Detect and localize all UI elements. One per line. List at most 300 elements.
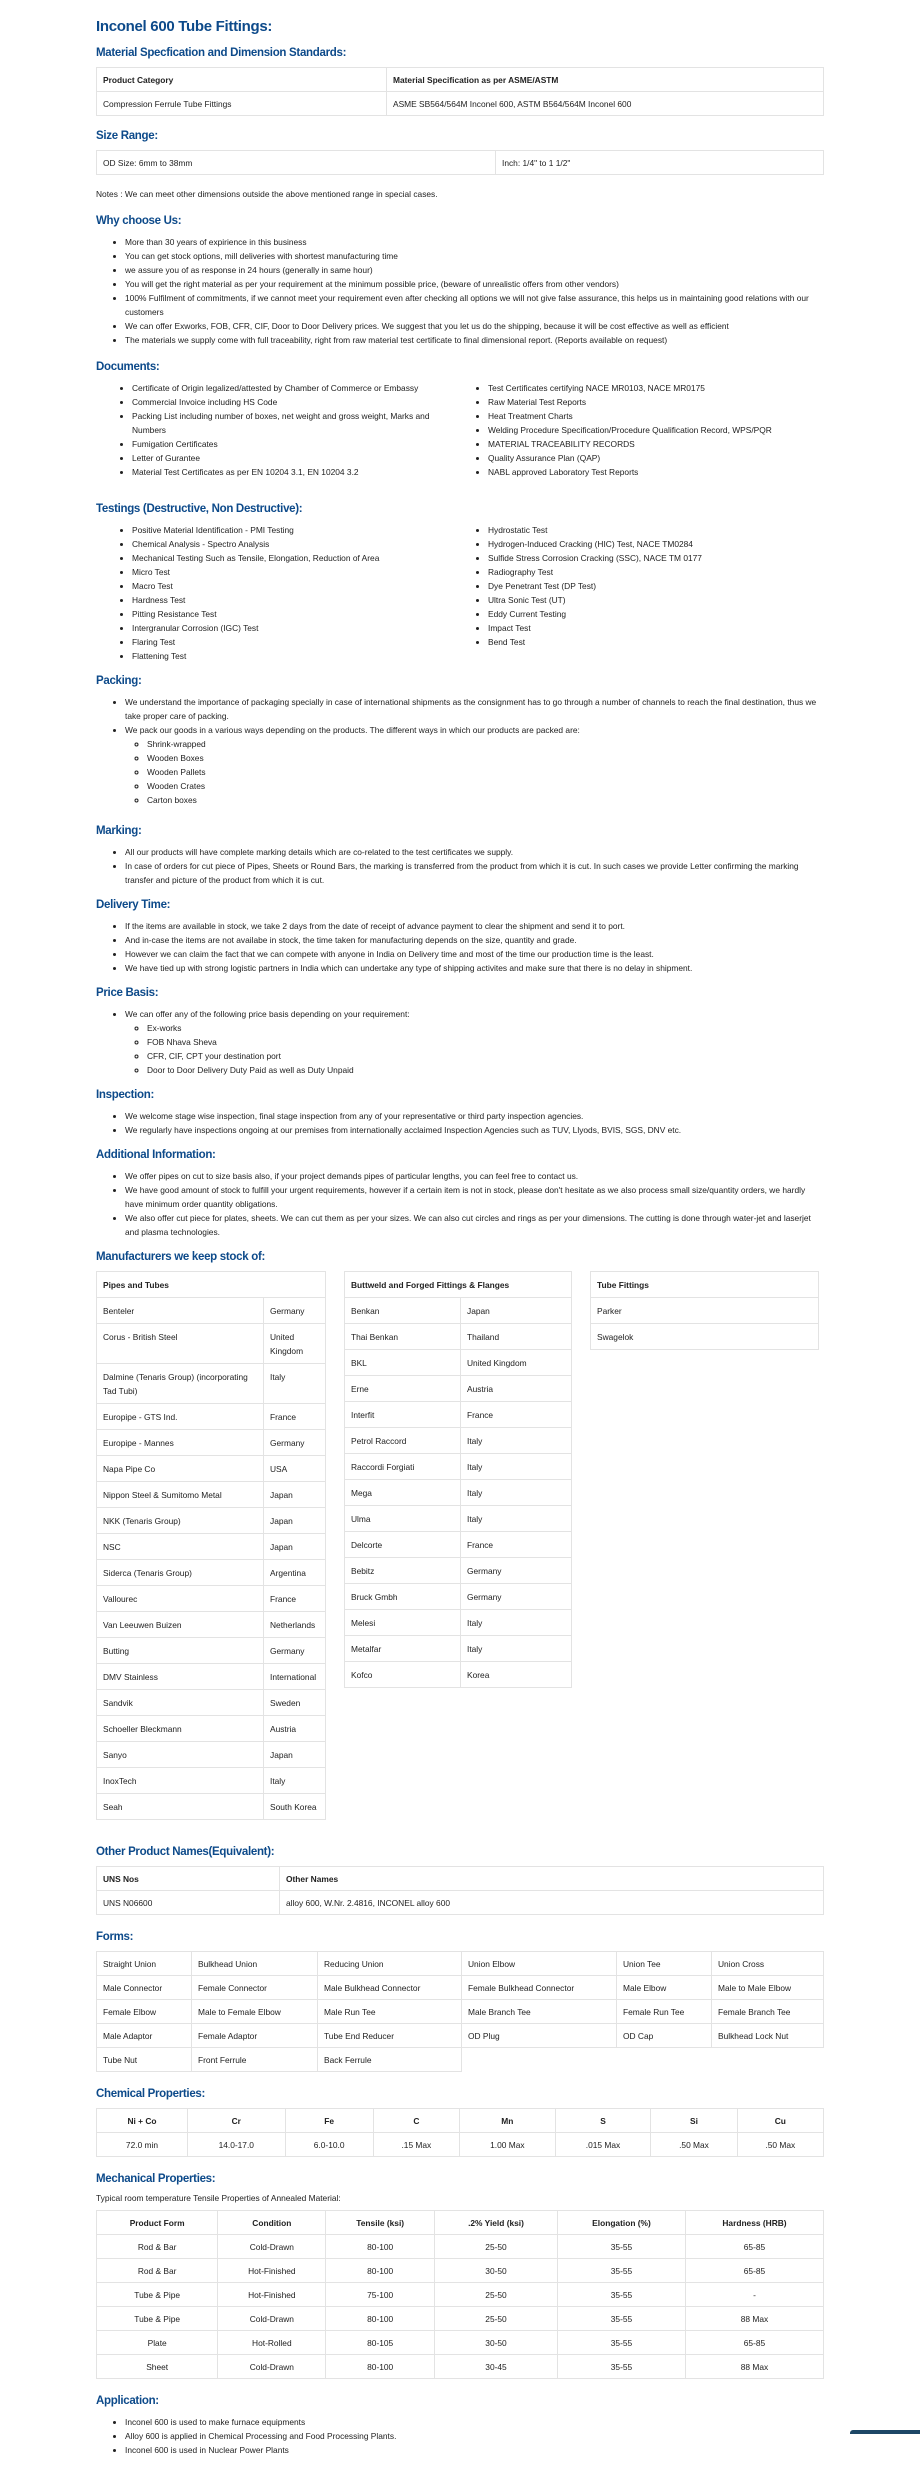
manufacturer-name-cell: Kofco (345, 1662, 461, 1688)
country-cell: France (461, 1402, 572, 1428)
page-title: Inconel 600 Tube Fittings: (96, 18, 273, 35)
list-item: • Inconel 600 is used in Nuclear Power Plants (125, 2443, 824, 2457)
table-cell: Rod & Bar (97, 2235, 218, 2259)
table-cell: .50 Max (651, 2133, 737, 2157)
form-cell: Male Bulkhead Connector (318, 1976, 462, 2000)
form-cell: Back Ferrule (318, 2048, 462, 2072)
table-row (97, 1560, 326, 1586)
table-header-cell: Product Form (97, 2211, 218, 2235)
page-content (96, 18, 824, 2469)
forms-heading: Forms: (96, 1931, 134, 1943)
delivery-heading: Delivery Time: (96, 899, 171, 911)
table-cell: Hot-Rolled (218, 2331, 326, 2355)
country-cell: France (264, 1586, 326, 1612)
table-cell: 35-55 (558, 2283, 686, 2307)
table-cell: Tube & Pipe (97, 2283, 218, 2307)
manufacturer-name-cell: Siderca (Tenaris Group) (97, 1560, 264, 1586)
country-cell: Argentina (264, 1560, 326, 1586)
testings-list-right (460, 523, 824, 663)
table-cell: Hot-Finished (218, 2283, 326, 2307)
table-header-cell: C (373, 2109, 459, 2133)
list-item: • We can offer Exworks, FOB, CFR, CIF, Door to Door Delivery prices. We suggest that you let us do the shipping, because it will be cost effective as well as efficient (125, 319, 824, 333)
table-row (97, 1364, 326, 1404)
country-cell: Italy (461, 1610, 572, 1636)
table-row (345, 1350, 572, 1376)
list-item: ◦ Wooden Crates (147, 779, 824, 793)
table-row (97, 1768, 326, 1794)
price-basis-sub-list (125, 1021, 824, 1077)
table-header-cell: Buttweld and Forged Fittings & Flanges (345, 1272, 572, 1298)
table-header-row (97, 1272, 326, 1298)
country-cell: Sweden (264, 1690, 326, 1716)
packing-list (96, 695, 824, 807)
list-item: • we assure you of as response in 24 hours (generally in same hour) (125, 263, 824, 277)
list-item: • Mechanical Testing Such as Tensile, Elongation, Reduction of Area (132, 551, 460, 565)
material-spec-section (96, 47, 824, 116)
marking-heading: Marking: (96, 825, 142, 837)
table-row (97, 1690, 326, 1716)
table-row (97, 1794, 326, 1820)
packing-sub-list (125, 737, 824, 807)
table-row (97, 151, 824, 175)
country-cell: Austria (264, 1716, 326, 1742)
forms-table (96, 1951, 824, 2072)
additional-info-list (96, 1169, 824, 1239)
table-row (345, 1610, 572, 1636)
table-row (345, 1558, 572, 1584)
table-row (97, 1534, 326, 1560)
manufacturer-name-cell: Vallourec (97, 1586, 264, 1612)
country-cell: Germany (461, 1558, 572, 1584)
table-header-row (97, 2211, 824, 2235)
table-cell: 65-85 (685, 2235, 823, 2259)
table-row (97, 2283, 824, 2307)
mechanical-subtitle: Typical room temperature Tensile Properties of Annealed Material: (96, 2193, 341, 2203)
mechanical-heading: Mechanical Properties: (96, 2173, 216, 2185)
table-row (97, 2307, 824, 2331)
list-item: • More than 30 years of expirience in this business (125, 235, 824, 249)
list-item: • Impact Test (488, 621, 824, 635)
country-cell: Thailand (461, 1324, 572, 1350)
list-item: • We have tied up with strong logistic partners in India which can undertake any type of shipping activites and make sure that there is no delay in shipment. (125, 961, 824, 975)
table-cell: alloy 600, W.Nr. 2.4816, INCONEL alloy 600 (280, 1891, 824, 1915)
size-range-table (96, 150, 824, 175)
table-row (345, 1324, 572, 1350)
packing-heading: Packing: (96, 675, 142, 687)
table-cell: 80-105 (326, 2331, 435, 2355)
table-cell: 30-50 (434, 2331, 557, 2355)
list-item: • Radiography Test (488, 565, 824, 579)
table-row (345, 1480, 572, 1506)
scroll-to-top-button[interactable] (850, 2430, 920, 2434)
list-item: • Positive Material Identification - PMI Testing (132, 523, 460, 537)
country-cell: Japan (264, 1534, 326, 1560)
chemical-properties-table (96, 2108, 824, 2157)
documents-heading: Documents: (96, 361, 160, 373)
table-row (345, 1636, 572, 1662)
other-names-table (96, 1866, 824, 1915)
table-header-row (591, 1272, 819, 1298)
table-cell: 80-100 (326, 2235, 435, 2259)
manufacturer-name-cell: Nippon Steel & Sumitomo Metal (97, 1482, 264, 1508)
list-item: • You will get the right material as per your requirement at the minimum possible price, (beware of unrealistic offers from other vendors) (125, 277, 824, 291)
table-cell: Rod & Bar (97, 2259, 218, 2283)
pipes-tubes-table (96, 1271, 326, 1820)
manufacturer-name-cell: BKL (345, 1350, 461, 1376)
form-cell: Straight Union (97, 1952, 192, 1976)
notes-text: Notes : We can meet other dimensions outside the above mentioned range in special cases. (96, 189, 438, 199)
country-cell: Italy (264, 1364, 326, 1404)
country-cell: Germany (264, 1430, 326, 1456)
form-cell: OD Plug (462, 2024, 617, 2048)
table-header-cell: .2% Yield (ksi) (434, 2211, 557, 2235)
list-item-text: We pack our goods in a various ways depending on the products. The different ways in which our products are packed are: (125, 725, 580, 735)
table-cell: 25-50 (434, 2235, 557, 2259)
form-cell: Male Elbow (617, 1976, 712, 2000)
country-cell: Netherlands (264, 1612, 326, 1638)
manufacturer-name-cell: Raccordi Forgiati (345, 1454, 461, 1480)
table-cell: 80-100 (326, 2307, 435, 2331)
table-row (97, 1430, 326, 1456)
table-header-row (97, 68, 824, 92)
country-cell: Italy (264, 1768, 326, 1794)
table-row (97, 1952, 824, 1976)
list-item: • We understand the importance of packaging specially in case of international shipments as the consignment has to go through a number of channels to reach the final destination, thus we take proper care of packing. (125, 695, 824, 723)
form-cell: Female Connector (192, 1976, 318, 2000)
manufacturer-name-cell: Swagelok (591, 1324, 819, 1350)
list-item: • Hardness Test (132, 593, 460, 607)
table-row (97, 1404, 326, 1430)
country-cell: USA (264, 1456, 326, 1482)
form-cell: Male Run Tee (318, 2000, 462, 2024)
manufacturer-name-cell: InoxTech (97, 1768, 264, 1794)
table-cell: 6.0-10.0 (285, 2133, 373, 2157)
table-header-cell: Mn (460, 2109, 556, 2133)
marking-list (96, 845, 824, 887)
list-item: • Macro Test (132, 579, 460, 593)
table-header-cell: Tensile (ksi) (326, 2211, 435, 2235)
other-names-heading: Other Product Names(Equivalent): (96, 1846, 275, 1858)
form-cell: Bulkhead Lock Nut (712, 2024, 824, 2048)
manufacturer-name-cell: Parker (591, 1298, 819, 1324)
form-cell: Union Tee (617, 1952, 712, 1976)
list-item: • If the items are available in stock, we take 2 days from the date of receipt of advance payment to clear the shipment and send it to port. (125, 919, 824, 933)
table-row (345, 1454, 572, 1480)
list-item: • Chemical Analysis - Spectro Analysis (132, 537, 460, 551)
table-header-row (97, 2109, 824, 2133)
table-header-cell: Other Names (280, 1867, 824, 1891)
table-row (345, 1584, 572, 1610)
table-row (97, 2235, 824, 2259)
manufacturer-name-cell: Erne (345, 1376, 461, 1402)
manufacturer-name-cell: Petrol Raccord (345, 1428, 461, 1454)
country-cell: Italy (461, 1636, 572, 1662)
table-cell: 65-85 (685, 2331, 823, 2355)
material-spec-heading: Material Specfication and Dimension Standards: (96, 47, 347, 59)
country-cell: Italy (461, 1428, 572, 1454)
form-cell: Tube Nut (97, 2048, 192, 2072)
list-item (125, 1007, 824, 1077)
size-range-heading: Size Range: (96, 130, 158, 142)
table-cell: Cold-Drawn (218, 2235, 326, 2259)
manufacturer-name-cell: Van Leeuwen Buizen (97, 1612, 264, 1638)
form-cell: Female Adaptor (192, 2024, 318, 2048)
table-header-cell: Fe (285, 2109, 373, 2133)
table-row (97, 1664, 326, 1690)
table-row (97, 1298, 326, 1324)
form-cell: Female Bulkhead Connector (462, 1976, 617, 2000)
application-heading: Application: (96, 2395, 159, 2407)
inch-size-cell: Inch: 1/4" to 1 1/2" (496, 151, 824, 175)
table-header-cell: Elongation (%) (558, 2211, 686, 2235)
list-item: • Heat Treatment Charts (488, 409, 824, 423)
list-item: ◦ Carton boxes (147, 793, 824, 807)
table-row (97, 2024, 824, 2048)
manufacturer-name-cell: Europipe - GTS Ind. (97, 1404, 264, 1430)
list-item: ◦ Shrink-wrapped (147, 737, 824, 751)
application-list (96, 2415, 824, 2457)
list-item: • Alloy 600 is applied in Chemical Processing and Food Processing Plants. (125, 2429, 824, 2443)
manufacturer-name-cell: Interfit (345, 1402, 461, 1428)
country-cell: United Kingdom (264, 1324, 326, 1364)
tube-fittings-table (590, 1271, 819, 1350)
list-item: • MATERIAL TRACEABILITY RECORDS (488, 437, 824, 451)
manufacturer-name-cell: NKK (Tenaris Group) (97, 1508, 264, 1534)
list-item: • All our products will have complete marking details which are co-related to the test certificates we supply. (125, 845, 824, 859)
table-cell: 1.00 Max (460, 2133, 556, 2157)
table-row (97, 1508, 326, 1534)
table-cell: 88 Max (685, 2307, 823, 2331)
form-cell: Reducing Union (318, 1952, 462, 1976)
manufacturer-name-cell: NSC (97, 1534, 264, 1560)
table-cell: 80-100 (326, 2259, 435, 2283)
list-item: • Micro Test (132, 565, 460, 579)
manufacturer-name-cell: DMV Stainless (97, 1664, 264, 1690)
table-row (97, 1612, 326, 1638)
manufacturer-name-cell: Melesi (345, 1610, 461, 1636)
manufacturer-name-cell: Dalmine (Tenaris Group) (incorporating Tad Tubi) (97, 1364, 264, 1404)
documents-list-right (460, 381, 824, 479)
list-item: • Inconel 600 is used to make furnace equipments (125, 2415, 824, 2429)
list-item: • We welcome stage wise inspection, final stage inspection from any of your representative or third party inspection agencies. (125, 1109, 824, 1123)
table-cell: .50 Max (737, 2133, 823, 2157)
form-cell: OD Cap (617, 2024, 712, 2048)
od-size-cell: OD Size: 6mm to 38mm (97, 151, 496, 175)
list-item-text: We can offer any of the following price basis depending on your requirement: (125, 1009, 410, 1019)
documents-list-left (96, 381, 460, 479)
table-cell: 35-55 (558, 2307, 686, 2331)
list-item: • Material Test Certificates as per EN 10204 3.1, EN 10204 3.2 (132, 465, 450, 479)
price-basis-list (96, 1007, 824, 1077)
table-row (345, 1376, 572, 1402)
manufacturer-name-cell: Napa Pipe Co (97, 1456, 264, 1482)
country-cell: Germany (461, 1584, 572, 1610)
table-row (97, 1324, 326, 1364)
table-cell: Cold-Drawn (218, 2355, 326, 2379)
buttweld-fittings-table (344, 1271, 572, 1688)
table-header-cell: Material Specification as per ASME/ASTM (387, 68, 824, 92)
list-item: • And in-case the items are not availabe in stock, the time taken for manufacturing depends on the size, quantity and grade. (125, 933, 824, 947)
table-cell: 88 Max (685, 2355, 823, 2379)
inspection-list (96, 1109, 824, 1137)
inspection-heading: Inspection: (96, 1089, 155, 1101)
form-cell: Male to Male Elbow (712, 1976, 824, 2000)
list-item: • Hydrostatic Test (488, 523, 824, 537)
list-item: • Ultra Sonic Test (UT) (488, 593, 824, 607)
table-header-cell: Condition (218, 2211, 326, 2235)
manufacturer-name-cell: Seah (97, 1794, 264, 1820)
table-cell: 75-100 (326, 2283, 435, 2307)
table-cell: 35-55 (558, 2235, 686, 2259)
list-item: • Quality Assurance Plan (QAP) (488, 451, 824, 465)
table-cell: Sheet (97, 2355, 218, 2379)
form-cell: Male Adaptor (97, 2024, 192, 2048)
table-header-cell: S (555, 2109, 651, 2133)
country-cell: International (264, 1664, 326, 1690)
table-row (97, 1742, 326, 1768)
testings-heading: Testings (Destructive, Non Destructive): (96, 503, 303, 515)
table-row (97, 2355, 824, 2379)
list-item: • Hydrogen-Induced Cracking (HIC) Test, NACE TM0284 (488, 537, 824, 551)
table-cell: UNS N06600 (97, 1891, 280, 1915)
country-cell: Italy (461, 1480, 572, 1506)
manufacturer-name-cell: Benteler (97, 1298, 264, 1324)
table-row (97, 2000, 824, 2024)
list-item: • We regularly have inspections ongoing at our premises from internationally acclaimed Inspection Agencies such as TUV, Llyods, BVIS, SGS, DNV etc. (125, 1123, 824, 1137)
table-row (591, 1298, 819, 1324)
table-cell: 72.0 min (97, 2133, 188, 2157)
form-cell: Front Ferrule (192, 2048, 318, 2072)
table-row (97, 2331, 824, 2355)
table-cell: 80-100 (326, 2355, 435, 2379)
manufacturer-name-cell: Ulma (345, 1506, 461, 1532)
manufacturers-heading: Manufacturers we keep stock of: (96, 1251, 266, 1263)
why-choose-heading: Why choose Us: (96, 215, 182, 227)
table-cell: 65-85 (685, 2259, 823, 2283)
country-cell: France (264, 1404, 326, 1430)
table-row (97, 1716, 326, 1742)
list-item: • You can get stock options, mill deliveries with shortest manufacturing time (125, 249, 824, 263)
list-item: • In case of orders for cut piece of Pipes, Sheets or Round Bars, the marking is transferred from the product from which it is cut. In such cases we provide Letter confirming the marking transfer and picture of the product from which it is cut. (125, 859, 824, 887)
country-cell: France (461, 1532, 572, 1558)
table-cell: - (685, 2283, 823, 2307)
table-row (97, 2259, 824, 2283)
documents-columns (96, 381, 824, 491)
form-cell: Bulkhead Union (192, 1952, 318, 1976)
table-cell: 35-55 (558, 2331, 686, 2355)
table-header-cell: Hardness (HRB) (685, 2211, 823, 2235)
table-row (345, 1402, 572, 1428)
list-item: ◦ Ex-works (147, 1021, 824, 1035)
manufacturer-name-cell: Delcorte (345, 1532, 461, 1558)
form-cell: Male Branch Tee (462, 2000, 617, 2024)
table-cell: ASME SB564/564M Inconel 600, ASTM B564/564M Inconel 600 (387, 92, 824, 116)
manufacturer-name-cell: Sandvik (97, 1690, 264, 1716)
list-item: • Eddy Current Testing (488, 607, 824, 621)
manufacturer-name-cell: Sanyo (97, 1742, 264, 1768)
table-cell: Tube & Pipe (97, 2307, 218, 2331)
manufacturer-name-cell: Bruck Gmbh (345, 1584, 461, 1610)
table-header-cell: Si (651, 2109, 737, 2133)
table-cell: Cold-Drawn (218, 2307, 326, 2331)
table-row (97, 2048, 824, 2072)
testings-list-left (96, 523, 460, 663)
manufacturer-name-cell: Benkan (345, 1298, 461, 1324)
manufacturer-name-cell: Corus - British Steel (97, 1324, 264, 1364)
country-cell: Japan (264, 1482, 326, 1508)
list-item: • Flaring Test (132, 635, 460, 649)
manufacturer-name-cell: Butting (97, 1638, 264, 1664)
manufacturer-name-cell: Metalfar (345, 1636, 461, 1662)
table-cell: 30-45 (434, 2355, 557, 2379)
list-item: • Fumigation Certificates (132, 437, 450, 451)
country-cell: Japan (461, 1298, 572, 1324)
form-cell: Tube End Reducer (318, 2024, 462, 2048)
country-cell: Austria (461, 1376, 572, 1402)
table-row (97, 92, 824, 116)
form-cell: Union Cross (712, 1952, 824, 1976)
form-cell: Female Elbow (97, 2000, 192, 2024)
table-cell: 35-55 (558, 2355, 686, 2379)
table-cell: 35-55 (558, 2259, 686, 2283)
table-cell: 25-50 (434, 2283, 557, 2307)
additional-info-heading: Additional Information: (96, 1149, 216, 1161)
country-cell: United Kingdom (461, 1350, 572, 1376)
list-item: • Test Certificates certifying NACE MR0103, NACE MR0175 (488, 381, 824, 395)
country-cell: Germany (264, 1298, 326, 1324)
list-item: • Certificate of Origin legalized/attested by Chamber of Commerce or Embassy (132, 381, 450, 395)
table-row (97, 1482, 326, 1508)
list-item: • Bend Test (488, 635, 824, 649)
country-cell: South Korea (264, 1794, 326, 1820)
list-item: • We also offer cut piece for plates, sheets. We can cut them as per your sizes. We can also cut circles and rings as per your dimensions. The cutting is done through water-jet and laserjet and plasma technologies. (125, 1211, 824, 1239)
country-cell: Germany (264, 1638, 326, 1664)
country-cell: Korea (461, 1662, 572, 1688)
list-item: • NABL approved Laboratory Test Reports (488, 465, 824, 479)
table-header-cell: Ni + Co (97, 2109, 188, 2133)
table-cell: 14.0-17.0 (187, 2133, 285, 2157)
testings-columns (96, 523, 824, 675)
list-item: • Commercial Invoice including HS Code (132, 395, 450, 409)
table-cell: Compression Ferrule Tube Fittings (97, 92, 387, 116)
list-item: • Dye Penetrant Test (DP Test) (488, 579, 824, 593)
manufacturer-name-cell: Mega (345, 1480, 461, 1506)
table-row (345, 1662, 572, 1688)
list-item: ◦ Door to Door Delivery Duty Paid as well as Duty Unpaid (147, 1063, 824, 1077)
table-row (345, 1428, 572, 1454)
table-row (97, 1976, 824, 2000)
table-row (97, 2133, 824, 2157)
why-choose-list (96, 235, 824, 347)
list-item: • Letter of Gurantee (132, 451, 450, 465)
manufacturers-tables (96, 1271, 824, 1820)
table-row (97, 1456, 326, 1482)
list-item: • We have good amount of stock to fulfill your urgent requirements, however if a certain item is not in stock, please don't hesitate as we also process small size/quantity orders, we hardly have minimum order quantity obligations. (125, 1183, 824, 1211)
manufacturer-name-cell: Schoeller Bleckmann (97, 1716, 264, 1742)
form-cell: Female Branch Tee (712, 2000, 824, 2024)
list-item: • We offer pipes on cut to size basis also, if your project demands pipes of particular lengths, you can feel free to contact us. (125, 1169, 824, 1183)
list-item: • Flattening Test (132, 649, 460, 663)
manufacturer-name-cell: Thai Benkan (345, 1324, 461, 1350)
table-header-cell: Cr (187, 2109, 285, 2133)
list-item: • However we can claim the fact that we can compete with anyone in India on Delivery time and most of the time our production time is the least. (125, 947, 824, 961)
table-cell: .15 Max (373, 2133, 459, 2157)
table-header-cell: Tube Fittings (591, 1272, 819, 1298)
table-row (591, 1324, 819, 1350)
table-row (97, 1586, 326, 1612)
mechanical-properties-table (96, 2210, 824, 2379)
table-cell: Plate (97, 2331, 218, 2355)
